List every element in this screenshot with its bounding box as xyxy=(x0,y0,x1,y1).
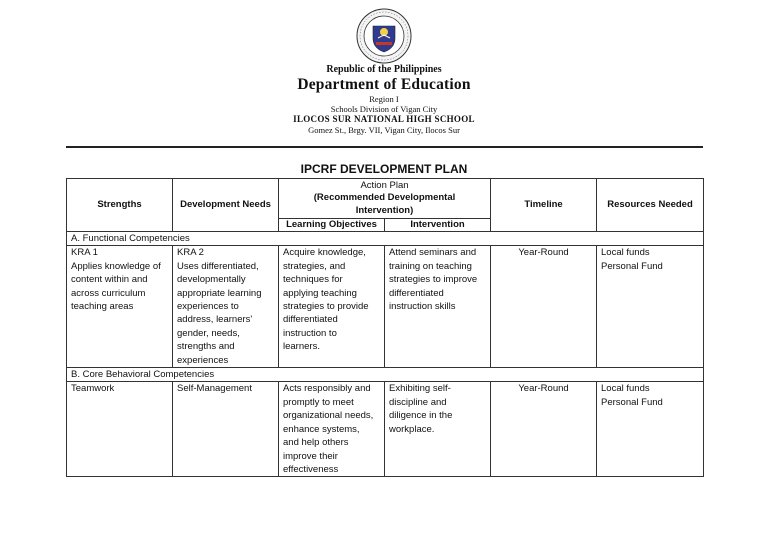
action-plan-line2: (Recommended Developmental xyxy=(313,192,456,204)
table-row xyxy=(67,246,704,368)
cell-line: strategies, and xyxy=(283,260,346,272)
republic-line: Republic of the Philippines xyxy=(326,64,442,75)
deped-seal-icon xyxy=(356,8,412,64)
cell-line: Teamwork xyxy=(71,383,115,395)
cell-line: instruction to xyxy=(283,327,337,339)
cell-line: training on teaching xyxy=(389,260,472,272)
section-title: B. Core Behavioral Competencies xyxy=(67,368,704,382)
school-name: ILOCOS SUR NATIONAL HIGH SCHOOL xyxy=(293,114,475,124)
cell-line: Acts responsibly and xyxy=(283,383,371,395)
cell-line: gender, needs, xyxy=(177,327,240,339)
cell-line: Attend seminars and xyxy=(389,247,477,259)
cell-line: applying teaching xyxy=(283,287,357,299)
section-row xyxy=(67,232,704,246)
header-strengths: Strengths xyxy=(67,179,173,232)
cell-line: strategies to provide xyxy=(283,301,369,313)
cell-line: teaching areas xyxy=(71,301,134,313)
section-row xyxy=(67,368,704,382)
header-action-plan xyxy=(279,179,491,219)
timeline-cell: Year-Round xyxy=(491,246,597,368)
cell-line: experiences to xyxy=(177,301,239,313)
cell-line: Personal Fund xyxy=(601,260,663,272)
action-plan-line1: Action Plan xyxy=(360,179,409,191)
cell-line: discipline and xyxy=(389,396,447,408)
cell-line: strategies to improve xyxy=(389,274,478,286)
table-row xyxy=(67,382,704,477)
cell-line: organizational needs, xyxy=(283,410,374,422)
cell-line: appropriate learning xyxy=(177,287,262,299)
cell-line: effectiveness xyxy=(283,463,339,475)
cell-line: learners. xyxy=(283,341,320,353)
cell-line: Acquire knowledge, xyxy=(283,247,366,259)
cell-line: KRA 2 xyxy=(177,247,204,259)
cell-line: Self-Management xyxy=(177,383,252,395)
cell-line: differentiated xyxy=(283,314,338,326)
resources-cell xyxy=(597,246,704,368)
section-title: A. Functional Competencies xyxy=(67,232,704,246)
cell-line: address, learners' xyxy=(177,314,253,326)
resources-cell xyxy=(597,382,704,477)
header-resources: Resources Needed xyxy=(597,179,704,232)
timeline-cell: Year-Round xyxy=(491,382,597,477)
cell-line: Uses differentiated, xyxy=(177,260,259,272)
cell-line: and help others xyxy=(283,437,349,449)
intervention-cell xyxy=(385,382,491,477)
development-needs-cell xyxy=(173,246,279,368)
cell-line: diligence in the xyxy=(389,410,453,422)
cell-line: workplace. xyxy=(389,423,435,435)
cell-line: improve their xyxy=(283,450,338,462)
cell-line: Local funds xyxy=(601,383,650,395)
department-name: Department of Education xyxy=(297,76,471,93)
cell-line: differentiated xyxy=(389,287,444,299)
cell-line: techniques for xyxy=(283,274,343,286)
cell-line: strengths and xyxy=(177,341,235,353)
header-divider xyxy=(66,146,703,148)
cell-line: Applies knowledge of xyxy=(71,260,161,272)
cell-line: experiences xyxy=(177,354,229,366)
strengths-cell xyxy=(67,382,173,477)
region-line: Region I xyxy=(369,94,399,104)
action-plan-line3: Intervention) xyxy=(355,204,414,216)
plan-title: IPCRF DEVELOPMENT PLAN xyxy=(300,162,468,176)
cell-line: content within and xyxy=(71,274,148,286)
cell-line: KRA 1 xyxy=(71,247,98,259)
cell-line: promptly to meet xyxy=(283,396,354,408)
strengths-cell xyxy=(67,246,173,368)
learning-objectives-cell xyxy=(279,382,385,477)
learning-objectives-cell xyxy=(279,246,385,368)
header-learning-objectives: Learning Objectives xyxy=(279,219,385,232)
school-address: Gomez St., Brgy. VII, Vigan City, Ilocos Sur xyxy=(308,125,460,135)
header-development-needs: Development Needs xyxy=(173,179,279,232)
cell-line: across curriculum xyxy=(71,287,146,299)
intervention-cell xyxy=(385,246,491,368)
header-timeline: Timeline xyxy=(491,179,597,232)
division-line: Schools Division of Vigan City xyxy=(330,104,438,114)
cell-line: developmentally xyxy=(177,274,246,286)
cell-line: enhance systems, xyxy=(283,423,360,435)
cell-line: instruction skills xyxy=(389,301,456,313)
development-needs-cell xyxy=(173,382,279,477)
cell-line: Exhibiting self- xyxy=(389,383,451,395)
cell-line: Personal Fund xyxy=(601,396,663,408)
header-intervention: Intervention xyxy=(385,219,491,232)
cell-line: Local funds xyxy=(601,247,650,259)
development-plan-table xyxy=(66,178,704,477)
